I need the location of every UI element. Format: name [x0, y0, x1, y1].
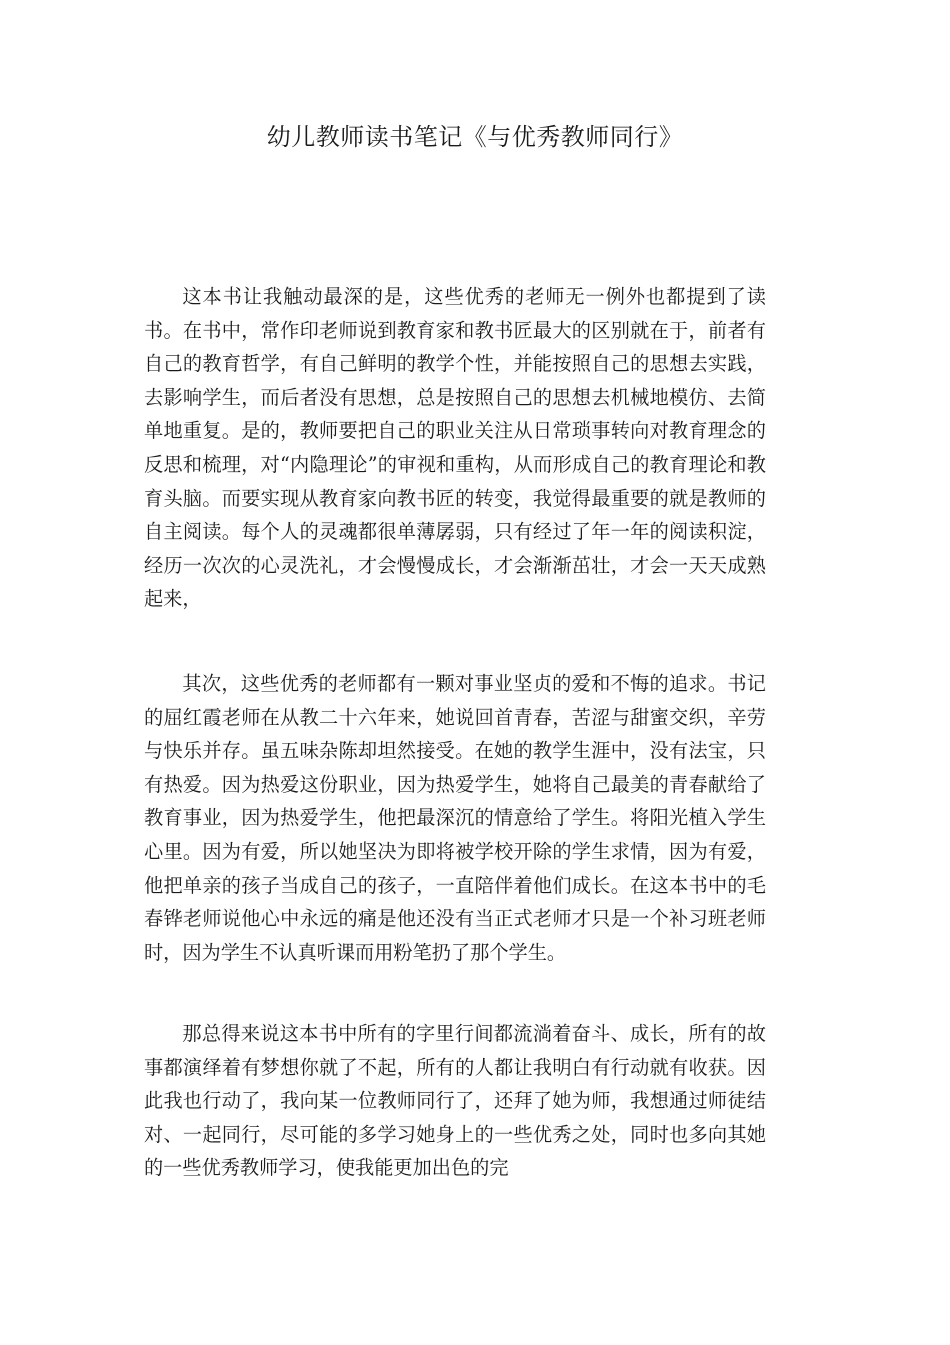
paragraph-love-of-career: 其次，这些优秀的老师都有一颗对事业坚贞的爱和不悔的追求。书记的屈红霞老师在从教二十六年来，她说回首青春，苦涩与甜蜜交织，辛劳与快乐并存。虽五味杂陈却坦然接受。在她的教学生涯中，没有法宝，只有热爱。因为热爱这份职业，因为热爱学生，她将自己最美的青春献给了教育事业，因为热爱学生，他把最深沉的情意给了学生。将阳光植入学生心里。因为有爱，所以她坚决为即将被学校开除的学生求情，因为有爱，他把单亲的孩子当成自己的孩子，一直陪伴着他们成长。在这本书中的毛春铧老师说他心中永远的痛是他还没有当正式老师才只是一个补习班老师时，因为学生不认真听课而用粉笔扔了那个学生。 [144, 672, 766, 964]
document-title: 幼儿教师读书笔记《与优秀教师同行》 [266, 123, 684, 151]
paragraph-reading: 这本书让我触动最深的是，这些优秀的老师无一例外也都提到了读书。在书中，常作印老师说到教育家和教书匠最大的区别就在于，前者有自己的教育哲学，有自己鲜明的教学个性，并能按照自己的思想去实践，去影响学生，而后者没有思想，总是按照自己的思想去机械地模仿、去简单地重复。是的，教师要把自己的职业关注从日常琐事转向对教育理念的反思和梳理，对“内隐理论”的审视和重构，从而形成自己的教育理论和教育头脑。而要实现从教育家向教书匠的转变，我觉得最重要的就是教师的自主阅读。每个人的灵魂都很单薄孱弱，只有经过了年一年的阅读积淀，经历一次次的心灵洗礼，才会慢慢成长，才会渐渐茁壮，才会一天天成熟起来， [144, 285, 766, 611]
paragraph-conclusion: 那总得来说这本书中所有的字里行间都流淌着奋斗、成长，所有的故事都演绎着有梦想你就了不起，所有的人都让我明白有行动就有收获。因此我也行动了，我向某一位教师同行了，还拜了她为师，我想通过师徒结对、一起同行，尽可能的多学习她身上的一些优秀之处，同时也多向其她的一些优秀教师学习，使我能更加出色的完 [144, 1022, 766, 1180]
